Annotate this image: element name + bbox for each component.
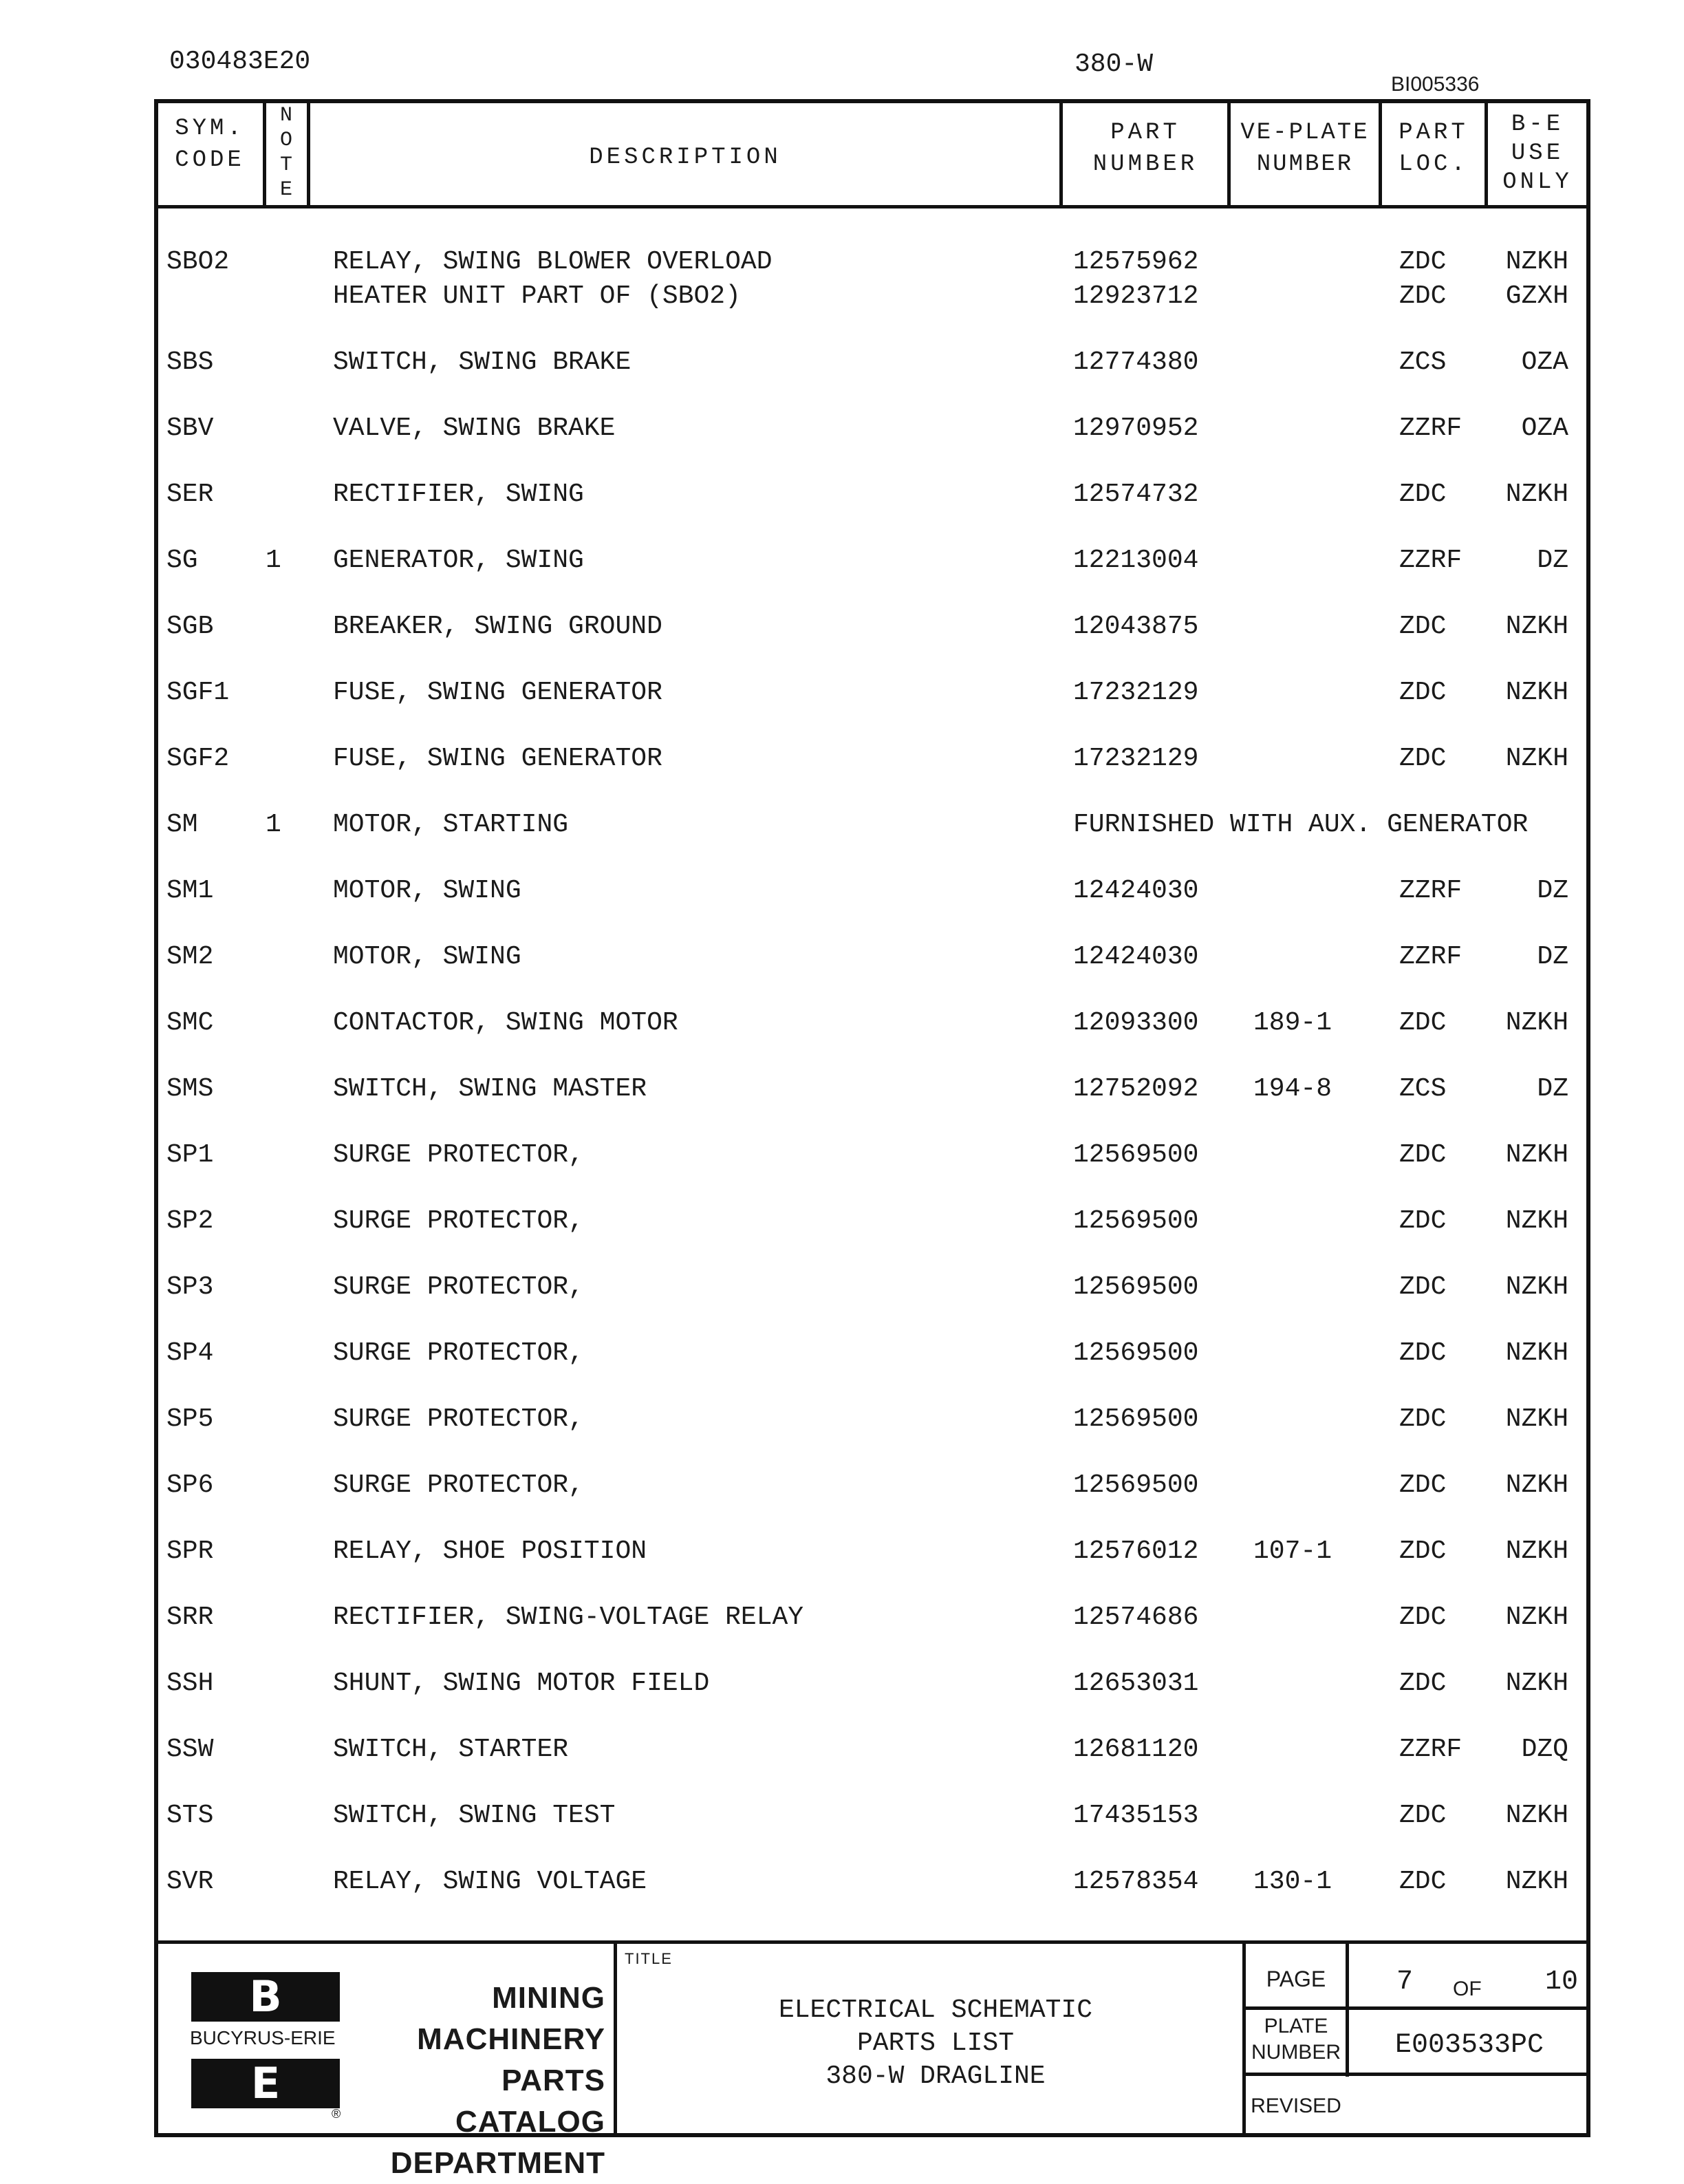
sym-code: SBS (166, 347, 214, 377)
part-loc: ZDC (1399, 1206, 1447, 1236)
part-number: 12043875 (1073, 612, 1199, 641)
description: SHUNT, SWING MOTOR FIELD (333, 1669, 710, 1698)
col-header-note: N O T E (279, 104, 292, 202)
note: 1 (266, 546, 281, 575)
page-number: 7 (1396, 1967, 1414, 1998)
part-loc: ZZRF (1399, 414, 1462, 443)
be-code: NZKH (1505, 1801, 1568, 1830)
col-header-ve-plate: VE-PLATE NUMBER (1240, 120, 1370, 178)
revised-label: REVISED (1251, 2095, 1341, 2117)
part-number: 12653031 (1073, 1669, 1199, 1698)
page-label: PAGE (1266, 1967, 1326, 1991)
be-code: NZKH (1505, 1470, 1568, 1500)
be-code: NZKH (1505, 1206, 1568, 1236)
part-number: 12213004 (1073, 546, 1199, 575)
ve-plate-number: 194-8 (1253, 1074, 1332, 1104)
be-code: NZKH (1505, 612, 1568, 641)
be-code: GZXH (1505, 281, 1568, 311)
description: BREAKER, SWING GROUND (333, 612, 662, 641)
part-loc: ZDC (1399, 678, 1447, 707)
sym-code: STS (166, 1801, 214, 1830)
plate-number-label: PLATE NUMBER (1251, 2015, 1341, 2064)
be-code: DZQ (1521, 1735, 1568, 1764)
description: SURGE PROTECTOR, (333, 1338, 584, 1368)
description: SURGE PROTECTOR, (333, 1206, 584, 1236)
ve-plate-number: 189-1 (1253, 1008, 1332, 1038)
sym-code: SP4 (166, 1338, 214, 1368)
sym-code: SSH (166, 1669, 214, 1698)
ve-plate-number: 107-1 (1253, 1537, 1332, 1566)
be-code: NZKH (1505, 1140, 1568, 1170)
be-code: DZ (1537, 876, 1568, 906)
sym-code: SPR (166, 1537, 214, 1566)
part-number: 12774380 (1073, 347, 1199, 377)
col-divider (1227, 100, 1231, 208)
be-code: DZ (1537, 546, 1568, 575)
part-loc: ZDC (1399, 1338, 1447, 1368)
table-row (0, 1536, 1684, 1567)
part-number: 17232129 (1073, 678, 1199, 707)
description: FUSE, SWING GENERATOR (333, 744, 662, 773)
part-number: 12574732 (1073, 480, 1199, 509)
be-code: NZKH (1505, 678, 1568, 707)
part-loc: ZDC (1399, 1470, 1447, 1500)
description: MOTOR, STARTING (333, 810, 569, 839)
part-number: 12923712 (1073, 281, 1199, 311)
sym-code: SM1 (166, 876, 214, 906)
sym-code: SP5 (166, 1404, 214, 1434)
part-loc: ZDC (1399, 281, 1447, 311)
description: RELAY, SWING BLOWER OVERLOAD (333, 247, 773, 277)
part-number: 12569500 (1073, 1404, 1199, 1434)
part-number: 12681120 (1073, 1735, 1199, 1764)
table-row (0, 1866, 1684, 1898)
page-total: 10 (1545, 1967, 1579, 1998)
sym-code: SM (166, 810, 198, 839)
part-loc: ZDC (1399, 1008, 1447, 1038)
table-row (0, 1206, 1684, 1237)
description: HEATER UNIT PART OF (SBO2) (333, 281, 741, 311)
part-loc: ZDC (1399, 480, 1447, 509)
description: SWITCH, SWING MASTER (333, 1074, 647, 1104)
department-name: MINING MACHINERY PARTS CATALOG DEPARTMENT (390, 1981, 605, 2180)
table-row (0, 743, 1684, 775)
be-code: NZKH (1505, 1404, 1568, 1434)
be-code: NZKH (1505, 480, 1568, 509)
footer-divider (614, 1942, 617, 2137)
be-code: DZ (1537, 1074, 1568, 1104)
description: RELAY, SWING VOLTAGE (333, 1867, 647, 1896)
table-row (0, 1338, 1684, 1369)
part-loc: ZZRF (1399, 546, 1462, 575)
document-code: 030483E20 (169, 47, 311, 76)
sym-code: SGF1 (166, 678, 230, 707)
table-row (0, 1470, 1684, 1501)
sym-code: SP3 (166, 1272, 214, 1302)
table-row (0, 479, 1684, 511)
part-loc: ZZRF (1399, 1735, 1462, 1764)
table-row (0, 246, 1684, 278)
part-number: 12569500 (1073, 1338, 1199, 1368)
description: RELAY, SHOE POSITION (333, 1537, 647, 1566)
table-row (0, 611, 1684, 643)
part-number: 12424030 (1073, 942, 1199, 972)
description: SWITCH, STARTER (333, 1735, 569, 1764)
table-row (0, 1734, 1684, 1766)
footer-top-rule (154, 1940, 1590, 1944)
part-number: 12576012 (1073, 1537, 1199, 1566)
description: SURGE PROTECTOR, (333, 1140, 584, 1170)
sym-code: SM2 (166, 942, 214, 972)
sym-code: SRR (166, 1603, 214, 1632)
col-header-part-number: PART NUMBER (1092, 120, 1198, 178)
bucyrus-erie-logo-top: B (191, 1972, 340, 2022)
note: 1 (266, 810, 281, 839)
table-row (0, 1668, 1684, 1700)
part-number: 12578354 (1073, 1867, 1199, 1896)
table-row (0, 347, 1684, 378)
description: SURGE PROTECTOR, (333, 1470, 584, 1500)
sym-code: SBV (166, 414, 214, 443)
be-code: NZKH (1505, 744, 1568, 773)
description: RECTIFIER, SWING-VOLTAGE RELAY (333, 1603, 804, 1632)
part-loc: ZCS (1399, 1074, 1447, 1104)
header-bottom-rule (154, 205, 1590, 208)
description: SURGE PROTECTOR, (333, 1272, 584, 1302)
description: FUSE, SWING GENERATOR (333, 678, 662, 707)
table-row (0, 1007, 1684, 1039)
table-row (0, 1272, 1684, 1303)
model-number: 380-W (1075, 50, 1154, 79)
brand-name: BUCYRUS-ERIE (190, 2027, 336, 2048)
part-number: 12970952 (1073, 414, 1199, 443)
be-code: NZKH (1505, 1867, 1568, 1896)
table-row (0, 413, 1684, 445)
part-loc: ZDC (1399, 1272, 1447, 1302)
part-number: 17435153 (1073, 1801, 1199, 1830)
part-number: 12569500 (1073, 1140, 1199, 1170)
ve-plate-number: 130-1 (1253, 1867, 1332, 1896)
sym-code: SP2 (166, 1206, 214, 1236)
part-loc: ZDC (1399, 247, 1447, 277)
registered-mark: ® (332, 2107, 341, 2121)
footer-rule (1244, 2006, 1589, 2010)
part-loc: ZCS (1399, 347, 1447, 377)
part-loc: ZDC (1399, 612, 1447, 641)
part-loc: ZDC (1399, 1603, 1447, 1632)
description: MOTOR, SWING (333, 942, 521, 972)
title-label: TITLE (625, 1950, 673, 1967)
description: MOTOR, SWING (333, 876, 521, 906)
be-code: NZKH (1505, 1669, 1568, 1698)
sym-code: SG (166, 546, 198, 575)
be-code: NZKH (1505, 1537, 1568, 1566)
table-row (0, 1073, 1684, 1105)
be-code: NZKH (1505, 1008, 1568, 1038)
part-number: 12574686 (1073, 1603, 1199, 1632)
be-code: NZKH (1505, 1272, 1568, 1302)
bucyrus-erie-logo-bottom: E (191, 2059, 340, 2108)
be-code: OZA (1521, 347, 1568, 377)
sym-code: SMC (166, 1008, 214, 1038)
table-row (0, 1139, 1684, 1171)
description: SWITCH, SWING BRAKE (333, 347, 632, 377)
part-loc: ZDC (1399, 1867, 1447, 1896)
table-row (0, 875, 1684, 907)
part-number: 12424030 (1073, 876, 1199, 906)
table-row (0, 1404, 1684, 1435)
bi-code: BI005336 (1391, 73, 1480, 96)
part-number: 17232129 (1073, 744, 1199, 773)
part-number: 12569500 (1073, 1206, 1199, 1236)
sym-code: SMS (166, 1074, 214, 1104)
sym-code: SVR (166, 1867, 214, 1896)
be-code: OZA (1521, 414, 1568, 443)
part-loc: ZDC (1399, 1404, 1447, 1434)
footer-rule (1244, 2073, 1589, 2076)
part-number: 12569500 (1073, 1470, 1199, 1500)
part-loc: ZZRF (1399, 876, 1462, 906)
document-title: ELECTRICAL SCHEMATIC PARTS LIST 380-W DRAGLINE (778, 1995, 1093, 2091)
col-header-be-use-only: B-E USE ONLY (1502, 111, 1573, 195)
col-header-sym-code: SYM. CODE (175, 116, 245, 173)
table-row (0, 941, 1684, 973)
sym-code: SGB (166, 612, 214, 641)
table-row (0, 677, 1684, 709)
table-row (0, 545, 1684, 577)
part-loc: ZZRF (1399, 942, 1462, 972)
page-of: OF (1453, 1978, 1482, 2000)
part-number: 12752092 (1073, 1074, 1199, 1104)
part-loc: ZDC (1399, 1669, 1447, 1698)
col-divider (1059, 100, 1063, 208)
sym-code: SP1 (166, 1140, 214, 1170)
col-divider (1379, 100, 1382, 208)
sym-code: SGF2 (166, 744, 230, 773)
sym-code: SP6 (166, 1470, 214, 1500)
description: VALVE, SWING BRAKE (333, 414, 616, 443)
col-divider (1485, 100, 1488, 208)
description: SURGE PROTECTOR, (333, 1404, 584, 1434)
part-loc: ZDC (1399, 1537, 1447, 1566)
description: SWITCH, SWING TEST (333, 1801, 616, 1830)
sym-code: SSW (166, 1735, 214, 1764)
table-row (0, 1602, 1684, 1634)
part-number: 12093300 (1073, 1008, 1199, 1038)
part-number: 12575962 (1073, 247, 1199, 277)
plate-number: E003533PC (1395, 2030, 1544, 2061)
be-code: NZKH (1505, 1603, 1568, 1632)
table-row (0, 281, 1684, 312)
description: GENERATOR, SWING (333, 546, 584, 575)
part-loc: ZDC (1399, 1140, 1447, 1170)
description: RECTIFIER, SWING (333, 480, 584, 509)
be-code: NZKH (1505, 1338, 1568, 1368)
sym-code: SBO2 (166, 247, 230, 277)
table-row (0, 809, 1684, 841)
furnished-note: FURNISHED WITH AUX. GENERATOR (1073, 810, 1529, 839)
description: CONTACTOR, SWING MOTOR (333, 1008, 678, 1038)
be-code: NZKH (1505, 247, 1568, 277)
be-code: DZ (1537, 942, 1568, 972)
part-loc: ZDC (1399, 744, 1447, 773)
part-loc: ZDC (1399, 1801, 1447, 1830)
col-header-part-loc: PART LOC. (1399, 120, 1469, 178)
sym-code: SER (166, 480, 214, 509)
col-header-description: DESCRIPTION (589, 144, 781, 171)
col-divider (307, 100, 310, 208)
part-number: 12569500 (1073, 1272, 1199, 1302)
table-row (0, 1800, 1684, 1832)
